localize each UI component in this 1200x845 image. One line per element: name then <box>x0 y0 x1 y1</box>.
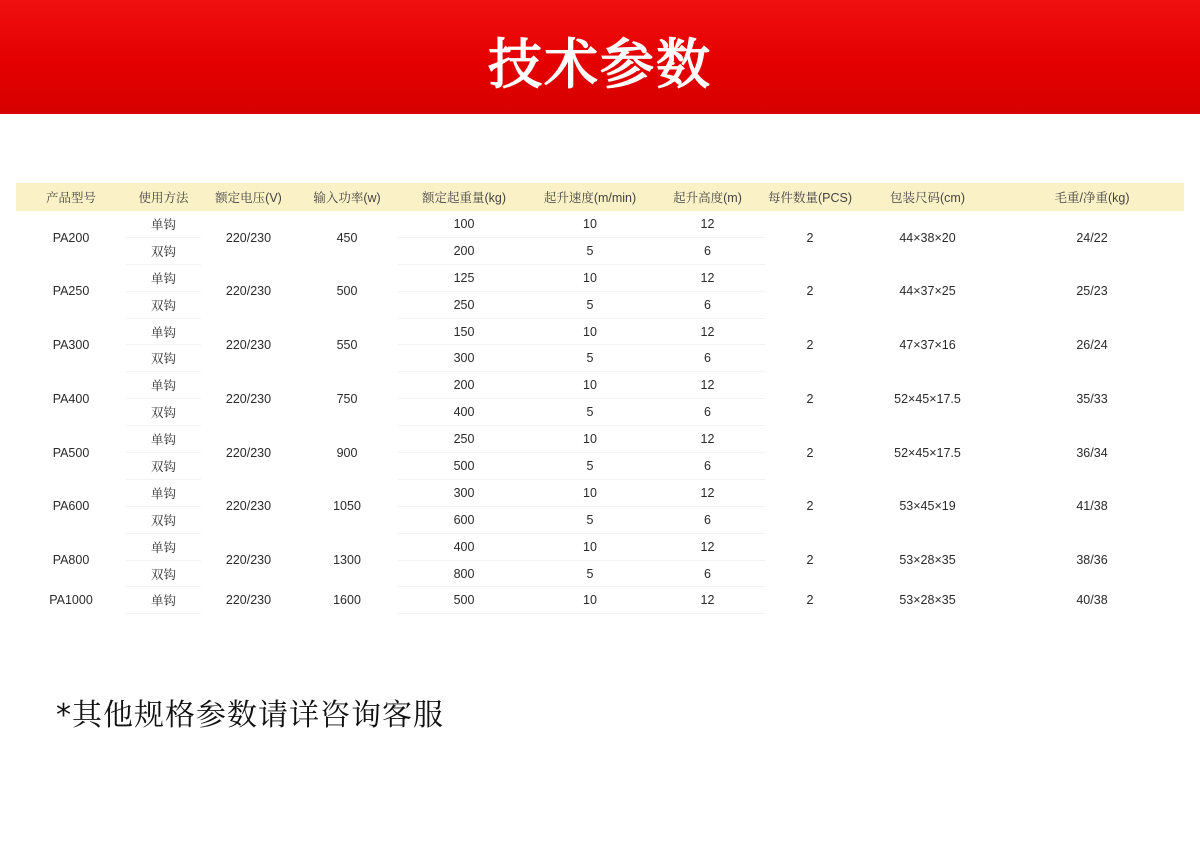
table-row <box>16 426 1184 453</box>
rated-load-cell: 100 <box>398 211 530 237</box>
package-size-cell: 44×37×25 <box>899 284 956 299</box>
method-cell: 双钩 <box>126 237 201 264</box>
method-cell: 双钩 <box>126 291 201 318</box>
power-cell: 900 <box>336 445 358 460</box>
lift-height-cell: 6 <box>650 399 765 426</box>
table-row <box>16 587 1184 614</box>
lift-height-cell: 6 <box>650 345 765 372</box>
lift-height-cell: 12 <box>650 372 765 399</box>
quantity-cell: 2 <box>806 230 814 245</box>
lift-speed-cell: 5 <box>530 291 650 318</box>
voltage-cell: 220/230 <box>225 391 272 406</box>
model-cell: PA300 <box>52 337 90 352</box>
power-cell: 1300 <box>333 553 361 568</box>
model-cell: PA600 <box>52 499 90 514</box>
package-size-cell: 52×45×17.5 <box>894 391 961 406</box>
model-cell: PA200 <box>52 230 90 245</box>
lift-speed-cell: 5 <box>530 506 650 533</box>
table-row <box>16 211 1184 237</box>
method-cell: 双钩 <box>126 399 201 426</box>
rated-load-cell: 500 <box>398 587 530 614</box>
lift-height-cell: 12 <box>650 479 765 506</box>
lift-height-cell: 12 <box>650 587 765 614</box>
lift-speed-cell: 5 <box>530 399 650 426</box>
weight-cell: 25/23 <box>1076 284 1108 299</box>
model-cell: PA800 <box>52 553 90 568</box>
lift-height-cell: 6 <box>650 291 765 318</box>
rated-load-cell: 500 <box>398 453 530 480</box>
page-title: 技术参数 <box>488 33 712 96</box>
power-cell: 450 <box>336 230 358 245</box>
rated-load-cell: 400 <box>398 533 530 560</box>
package-size-cell: 47×37×16 <box>899 337 956 352</box>
weight-cell: 40/38 <box>1076 593 1108 608</box>
method-cell: 单钩 <box>126 372 201 399</box>
lift-speed-cell: 10 <box>530 479 650 506</box>
model-cell: PA400 <box>52 391 90 406</box>
column-header-lift-speed: 起升速度(m/min) <box>530 183 650 211</box>
package-size-cell: 44×38×20 <box>899 230 956 245</box>
weight-cell: 36/34 <box>1076 445 1108 460</box>
package-size-cell: 52×45×17.5 <box>894 445 961 460</box>
quantity-cell: 2 <box>806 284 814 299</box>
package-size-cell: 53×28×35 <box>899 553 956 568</box>
voltage-cell: 220/230 <box>225 230 272 245</box>
lift-height-cell: 6 <box>650 506 765 533</box>
power-cell: 550 <box>336 337 358 352</box>
power-cell: 500 <box>336 284 358 299</box>
voltage-cell: 220/230 <box>225 593 272 608</box>
lift-height-cell: 12 <box>650 211 765 237</box>
package-size-cell: 53×28×35 <box>899 593 956 608</box>
lift-speed-cell: 10 <box>530 372 650 399</box>
method-cell: 双钩 <box>126 345 201 372</box>
lift-height-cell: 12 <box>650 533 765 560</box>
weight-cell: 24/22 <box>1076 230 1108 245</box>
method-cell: 单钩 <box>126 264 201 291</box>
spec-table-body <box>16 211 1184 614</box>
model-cell: PA250 <box>52 284 90 299</box>
method-cell: 单钩 <box>126 479 201 506</box>
method-cell: 双钩 <box>126 453 201 480</box>
method-cell: 单钩 <box>126 533 201 560</box>
column-header-voltage: 额定电压(V) <box>201 183 296 211</box>
quantity-cell: 2 <box>806 337 814 352</box>
rated-load-cell: 250 <box>398 291 530 318</box>
quantity-cell: 2 <box>806 593 814 608</box>
lift-height-cell: 12 <box>650 426 765 453</box>
power-cell: 1600 <box>333 593 361 608</box>
method-cell: 双钩 <box>126 506 201 533</box>
lift-speed-cell: 10 <box>530 318 650 345</box>
method-cell: 单钩 <box>126 318 201 345</box>
rated-load-cell: 600 <box>398 506 530 533</box>
model-cell: PA500 <box>52 445 90 460</box>
rated-load-cell: 400 <box>398 399 530 426</box>
table-row <box>16 318 1184 345</box>
column-header-quantity: 每件数量(PCS) <box>765 183 855 211</box>
model-cell: PA1000 <box>49 593 93 608</box>
column-header-rated-load: 额定起重量(kg) <box>398 183 530 211</box>
column-header-method: 使用方法 <box>126 183 201 211</box>
column-header-package-size: 包装尺码(cm) <box>855 183 1000 211</box>
power-cell: 1050 <box>333 499 361 514</box>
method-cell: 单钩 <box>126 211 201 237</box>
weight-cell: 41/38 <box>1076 499 1108 514</box>
quantity-cell: 2 <box>806 553 814 568</box>
column-header-lift-height: 起升高度(m) <box>650 183 765 211</box>
lift-speed-cell: 5 <box>530 345 650 372</box>
lift-speed-cell: 10 <box>530 587 650 614</box>
title-banner <box>0 0 1200 114</box>
lift-height-cell: 6 <box>650 237 765 264</box>
quantity-cell: 2 <box>806 391 814 406</box>
rated-load-cell: 200 <box>398 372 530 399</box>
table-row <box>16 372 1184 399</box>
voltage-cell: 220/230 <box>225 499 272 514</box>
lift-height-cell: 12 <box>650 318 765 345</box>
table-row <box>16 264 1184 291</box>
voltage-cell: 220/230 <box>225 284 272 299</box>
lift-speed-cell: 5 <box>530 560 650 587</box>
weight-cell: 26/24 <box>1076 337 1108 352</box>
column-header-power: 输入功率(w) <box>296 183 398 211</box>
method-cell: 双钩 <box>126 560 201 587</box>
table-header-row <box>16 183 1184 211</box>
lift-speed-cell: 10 <box>530 211 650 237</box>
method-cell: 单钩 <box>126 426 201 453</box>
lift-speed-cell: 10 <box>530 426 650 453</box>
spec-table <box>16 183 1184 614</box>
rated-load-cell: 800 <box>398 560 530 587</box>
voltage-cell: 220/230 <box>225 553 272 568</box>
lift-speed-cell: 5 <box>530 237 650 264</box>
weight-cell: 35/33 <box>1076 391 1108 406</box>
voltage-cell: 220/230 <box>225 445 272 460</box>
method-cell: 单钩 <box>126 587 201 614</box>
column-header-model: 产品型号 <box>16 183 126 211</box>
footer-note: *其他规格参数请详咨询客服 <box>56 698 444 733</box>
lift-height-cell: 6 <box>650 560 765 587</box>
quantity-cell: 2 <box>806 499 814 514</box>
rated-load-cell: 200 <box>398 237 530 264</box>
quantity-cell: 2 <box>806 445 814 460</box>
rated-load-cell: 300 <box>398 479 530 506</box>
table-row <box>16 533 1184 560</box>
lift-height-cell: 12 <box>650 264 765 291</box>
rated-load-cell: 300 <box>398 345 530 372</box>
rated-load-cell: 125 <box>398 264 530 291</box>
lift-speed-cell: 5 <box>530 453 650 480</box>
rated-load-cell: 150 <box>398 318 530 345</box>
table-row <box>16 479 1184 506</box>
column-header-weight: 毛重/净重(kg) <box>1000 183 1184 211</box>
lift-speed-cell: 10 <box>530 264 650 291</box>
rated-load-cell: 250 <box>398 426 530 453</box>
lift-speed-cell: 10 <box>530 533 650 560</box>
voltage-cell: 220/230 <box>225 337 272 352</box>
weight-cell: 38/36 <box>1076 553 1108 568</box>
package-size-cell: 53×45×19 <box>899 499 956 514</box>
power-cell: 750 <box>336 391 358 406</box>
lift-height-cell: 6 <box>650 453 765 480</box>
